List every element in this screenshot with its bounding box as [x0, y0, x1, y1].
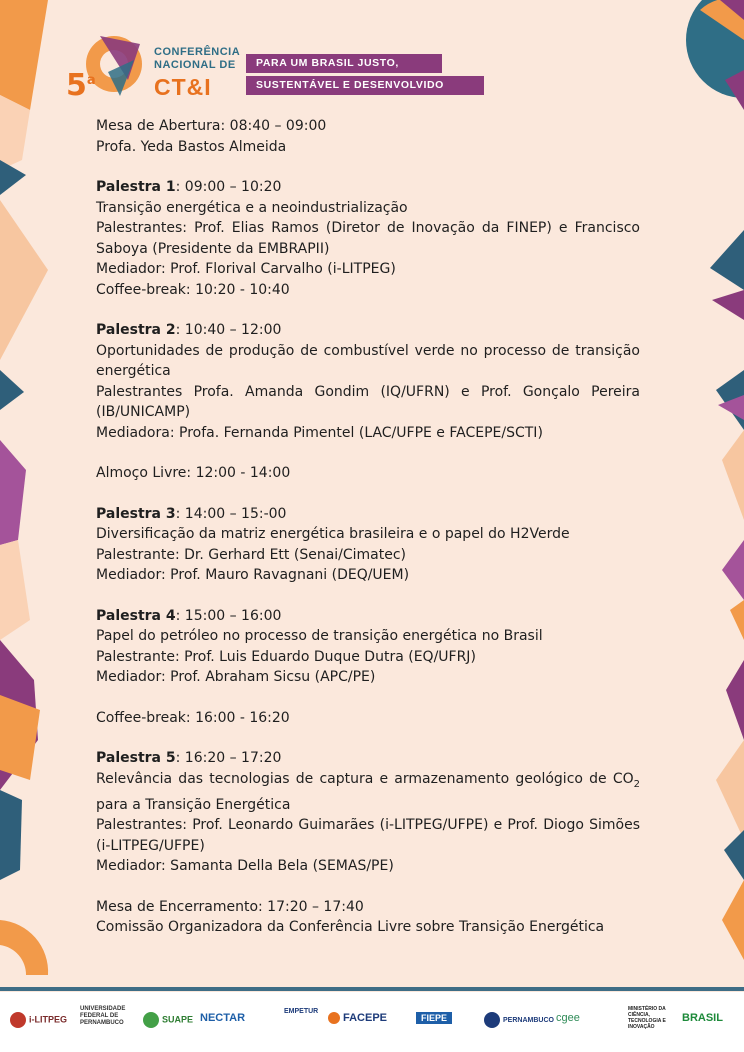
edition-number: 5$^a$	[66, 68, 96, 103]
banner-line2: SUSTENTÁVEL E DESENVOLVIDO	[246, 76, 484, 95]
sponsor-empetur: EMPETUR	[284, 1008, 319, 1015]
sponsor-footer	[0, 992, 744, 1052]
lecture-heading: Palestra 3: 14:00 – 15:-00	[96, 505, 287, 522]
lecture-moderator: Mediador: Prof. Florival Carvalho (i-LITPEG)	[96, 261, 396, 277]
lecture-heading: Palestra 5: 16:20 – 17:20	[96, 750, 282, 766]
banner-line1: PARA UM BRASIL JUSTO,	[246, 54, 442, 73]
sponsor-suape: SUAPE	[143, 1012, 193, 1028]
sponsor-facepe: FACEPE	[328, 1012, 387, 1024]
lecture-title: Oportunidades de produção de combustível verde no processo de transição energética	[96, 342, 640, 379]
coffee-break-text: Coffee-break: 16:00 - 16:20	[96, 709, 290, 726]
lecture-speakers: Palestrantes: Prof. Elias Ramos (Diretor de Inovação da FINEP) e Francisco Saboya (Presidente da EMBRAPII)	[96, 220, 640, 257]
conference-logo	[66, 32, 486, 104]
lunch-text: Almoço Livre: 12:00 - 14:00	[96, 465, 291, 481]
lecture-5	[96, 748, 640, 877]
lecture-moderator: Mediadora: Profa. Fernanda Pimentel (LAC/UFPE e FACEPE/SCTI)	[96, 424, 543, 441]
lecture-title: Relevância das tecnologias de captura e armazenamento geológico de $CO_2$ para a Transição Energética	[96, 770, 640, 813]
coffee-break-2	[96, 708, 640, 729]
lecture-3	[96, 504, 640, 586]
sponsor-ufpe: UNIVERSIDADE FEDERAL DE PERNAMBUCO	[80, 1006, 126, 1026]
lecture-heading: Palestra 4: 15:00 – 16:00	[96, 607, 282, 624]
opening-session	[96, 116, 640, 157]
lecture-speakers: Palestrante: Prof. Luis Eduardo Duque Dutra (EQ/UFRJ)	[96, 648, 476, 665]
lecture-heading: Palestra 2: 10:40 – 12:00	[96, 322, 282, 338]
sponsor-mcti: MINISTÉRIO DA CIÊNCIA, TECNOLOGIA E INOVAÇÃO	[628, 1006, 666, 1030]
logo-title-line1: CONFERÊNCIA	[154, 46, 241, 58]
lecture-moderator: Mediador: Samanta Della Bela (SEMAS/PE)	[96, 858, 394, 875]
lecture-title: Diversificação da matriz energética brasileira e o papel do H2Verde	[96, 526, 570, 542]
opening-time: Mesa de Abertura: 08:40 – 09:00	[96, 118, 327, 134]
sponsor-fiepe: FIEPE	[416, 1012, 452, 1024]
lecture-heading: Palestra 1: 09:00 – 10:20	[96, 179, 282, 195]
sponsor-cgee: cgee	[556, 1012, 580, 1024]
opening-speaker: Profa. Yeda Bastos Almeida	[96, 138, 287, 155]
lecture-4	[96, 606, 640, 688]
lecture-speakers: Palestrantes Profa. Amanda Gondim (IQ/UFRN) e Prof. Gonçalo Pereira (IB/UNICAMP)	[96, 383, 640, 420]
lecture-1	[96, 177, 640, 300]
lecture-title: Papel do petróleo no processo de transição energética no Brasil	[96, 628, 543, 644]
closing-organizer: Comissão Organizadora da Conferência Livre sobre Transição Energética	[96, 919, 605, 936]
lecture-speakers: Palestrante: Dr. Gerhard Ett (Senai/Cimatec)	[96, 546, 407, 563]
lecture-moderator: Mediador: Prof. Abraham Sicsu (APC/PE)	[96, 669, 376, 685]
pernambuco-logo-icon	[484, 1012, 500, 1028]
footer-divider	[0, 987, 744, 991]
facepe-logo-icon	[328, 1012, 340, 1024]
lecture-moderator: Mediador: Prof. Mauro Ravagnani (DEQ/UEM)	[96, 567, 410, 583]
sponsor-pernambuco: PERNAMBUCO	[484, 1012, 554, 1028]
lecture-2	[96, 320, 640, 443]
sponsor-nectar: NECTAR	[200, 1012, 246, 1024]
sponsor-ilitpeg: i-LITPEG	[10, 1012, 67, 1028]
sponsor-brasil: BRASIL	[682, 1012, 723, 1024]
program-content	[96, 116, 640, 958]
lecture-title: Transição energética e a neoindustrialização	[96, 199, 408, 216]
closing-session	[96, 897, 640, 938]
closing-time: Mesa de Encerramento: 17:20 – 17:40	[96, 898, 364, 915]
logo-title-line2: NACIONAL DE	[154, 59, 236, 71]
lunch-break	[96, 463, 640, 484]
ilitpeg-logo-icon	[10, 1012, 26, 1028]
coffee-break: Coffee-break: 10:20 - 10:40	[96, 281, 290, 298]
lecture-speakers: Palestrantes: Prof. Leonardo Guimarães (i-LITPEG/UFPE) e Prof. Diogo Simões (i-LITPEG/UFPE)	[96, 817, 640, 854]
logo-acronym: CT&I	[154, 74, 212, 100]
suape-logo-icon	[143, 1012, 159, 1028]
